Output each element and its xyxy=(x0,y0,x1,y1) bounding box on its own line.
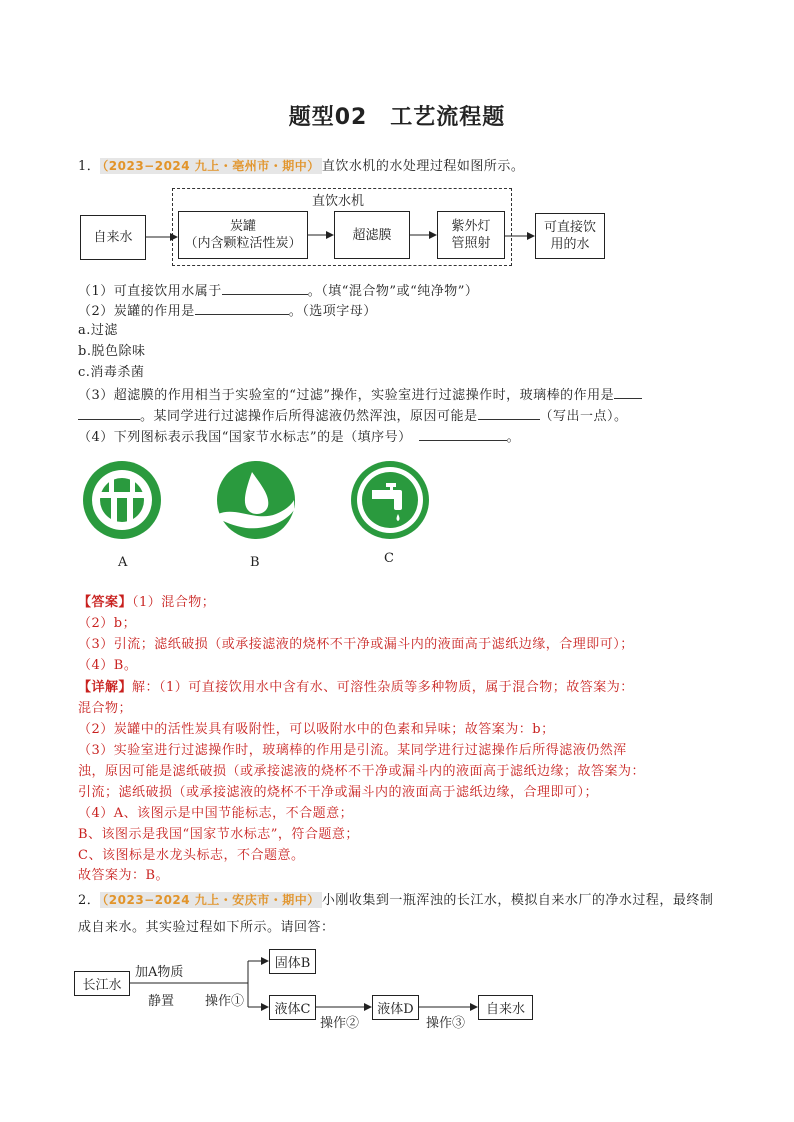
detail-line-2: 混合物； xyxy=(78,701,133,716)
q2-source-tag: （2023−2024 九上・安庆市・期中） xyxy=(102,893,320,907)
sign-a-energy-icon xyxy=(83,461,161,539)
q1-flow-arrows xyxy=(0,0,794,300)
q2-arrow-label-bottom: 静置 xyxy=(148,994,175,1009)
q1-option-c: c.消毒杀菌 xyxy=(78,365,145,380)
answer-line-1: 【答案】（1）混合物； xyxy=(78,595,216,610)
q2-box-solid-b: 固体B xyxy=(269,949,316,974)
blank-answer-4[interactable] xyxy=(419,427,507,441)
q2-op3-label: 操作③ xyxy=(426,1016,466,1031)
q2-flow-arrows xyxy=(0,900,794,1040)
page-title: 题型02 工艺流程题 xyxy=(288,105,506,130)
detail-line-1: 【详解】解：（1）可直接饮用水中含有水、可溶性杂质等多种物质，属于混合物；故答案为： xyxy=(78,680,634,695)
q1-part3-line2: 。某同学进行过滤操作后所得滤液仍然浑浊，原因可能是 （写出一点）。 xyxy=(78,406,628,427)
blank-answer-3c[interactable] xyxy=(478,406,540,420)
blank-answer-3b[interactable] xyxy=(78,406,140,420)
q1-number: 1． xyxy=(78,159,101,174)
q1-part3-line1: （3）超滤膜的作用相当于实验室的“过滤”操作，实验室进行过滤操作时，玻璃棒的作用是 xyxy=(78,385,642,406)
q2-box-liquid-c: 液体C xyxy=(269,995,316,1020)
q2-stem: 小刚收集到一瓶浑浊的长江水，模拟自来水厂的净水过程，最终制 xyxy=(321,893,714,908)
q1-source-tag: （2023−2024 九上・亳州市・期中） xyxy=(102,159,320,173)
flow-box-uv-lamp: 紫外灯 管照射 xyxy=(437,211,505,259)
q2-number: 2． xyxy=(78,893,101,908)
sign-b-label: B xyxy=(250,555,260,570)
answer-label: 【答案】 xyxy=(78,595,133,610)
q2-op2-label: 操作② xyxy=(320,1016,360,1031)
detail-line-10: 故答案为：B。 xyxy=(78,868,170,883)
flow-box-carbon-tank: 炭罐 （内含颗粒活性炭） xyxy=(178,211,308,259)
detail-label: 【详解】 xyxy=(78,680,133,695)
machine-label: 直饮水机 xyxy=(312,194,365,209)
detail-line-6: 引流；滤纸破损（或承接滤液的烧杯不干净或漏斗内的液面高于滤纸边缘，合理即可）； xyxy=(78,785,599,800)
q1-part1: （1）可直接饮用水属于 。（填“混合物”或“纯净物”） xyxy=(78,281,478,302)
q2-op1-label: 操作① xyxy=(205,994,245,1009)
sign-b-water-drop-icon xyxy=(217,461,295,539)
detail-line-3: （2）炭罐中的活性炭具有吸附性，可以吸附水中的色素和异味；故答案为：b； xyxy=(78,722,555,737)
flow-box-tap-water: 自来水 xyxy=(80,215,146,260)
q1-option-a: a.过滤 xyxy=(78,323,118,338)
sign-c-faucet-icon xyxy=(351,461,429,539)
blank-answer-1[interactable] xyxy=(222,281,308,295)
q1-option-b: b.脱色除味 xyxy=(78,344,146,359)
detail-line-4: （3）实验室进行过滤操作时，玻璃棒的作用是引流。某同学进行过滤操作后所得滤液仍然浑 xyxy=(78,743,627,758)
answer-line-2: （2）b； xyxy=(78,616,137,631)
detail-line-8: B、该图示是我国“国家节水标志”，符合题意； xyxy=(78,827,359,842)
q2-box-yangtze-water: 长江水 xyxy=(74,971,130,996)
answer-line-4: （4）B。 xyxy=(78,658,138,673)
detail-line-5: 浊，原因可能是滤纸破损（或承接滤液的烧杯不干净或漏斗内的液面高于滤纸边缘；故答案为： xyxy=(78,764,646,779)
q1-part2: （2）炭罐的作用是 。（选项字母） xyxy=(78,301,377,322)
sign-a-label: A xyxy=(118,555,128,570)
q2-box-tap-water: 自来水 xyxy=(478,995,533,1020)
q1-part4: （4）下列图标表示我国“国家节水标志”的是（填序号） 。 xyxy=(78,427,520,448)
sign-c-label: C xyxy=(384,551,394,566)
flow-box-drinkable-water: 可直接饮 用的水 xyxy=(535,213,605,259)
answer-line-3: （3）引流；滤纸破损（或承接滤液的烧杯不干净或漏斗内的液面高于滤纸边缘，合理即可）； xyxy=(78,637,634,652)
blank-answer-3a[interactable] xyxy=(614,385,642,399)
q1-stem: 直饮水机的水处理过程如图所示。 xyxy=(321,159,525,174)
signs-row xyxy=(80,458,480,548)
detail-line-7: （4）A、该图示是中国节能标志，不合题意； xyxy=(78,806,354,821)
blank-answer-2[interactable] xyxy=(195,301,289,315)
q2-arrow-label-top: 加A物质 xyxy=(135,965,184,980)
q2-box-liquid-d: 液体D xyxy=(372,995,419,1020)
flow-box-ultrafiltration: 超滤膜 xyxy=(334,211,410,259)
q2-stem-line2: 成自来水。其实验过程如下所示。请回答： xyxy=(78,920,335,935)
detail-line-9: C、该图标是水龙头标志，不合题意。 xyxy=(78,848,305,863)
